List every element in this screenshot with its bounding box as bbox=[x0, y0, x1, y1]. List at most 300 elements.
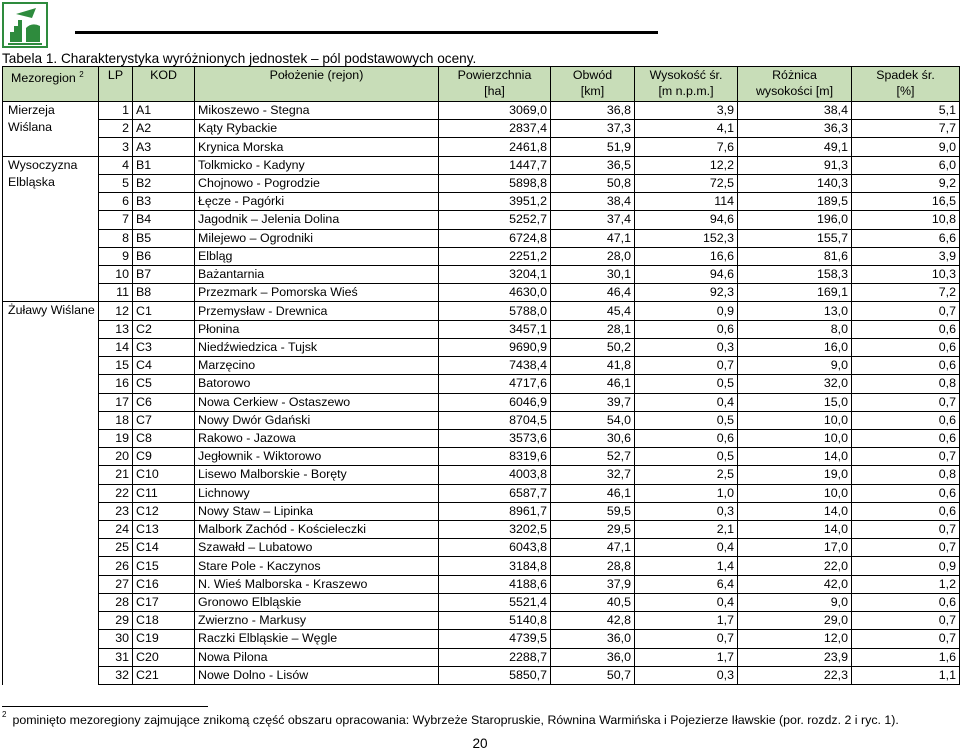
cell-roznica: 17,0 bbox=[738, 539, 852, 557]
cell-polozenie: Bażantarnia bbox=[195, 265, 439, 283]
cell-kod: A1 bbox=[133, 102, 195, 120]
cell-lp: 21 bbox=[99, 466, 133, 484]
cell-lp: 16 bbox=[99, 375, 133, 393]
cell-kod: C3 bbox=[133, 338, 195, 356]
cell-lp: 1 bbox=[99, 102, 133, 120]
cell-spadek: 0,6 bbox=[852, 411, 960, 429]
cell-kod: C8 bbox=[133, 429, 195, 447]
cell-obwod: 46,1 bbox=[551, 375, 635, 393]
cell-lp: 17 bbox=[99, 393, 133, 411]
table-row bbox=[3, 557, 960, 575]
cell-wysokosc: 4,1 bbox=[635, 120, 738, 138]
table-row bbox=[3, 448, 960, 466]
cell-spadek: 0,6 bbox=[852, 502, 960, 520]
cell-powierzchnia: 3573,6 bbox=[439, 429, 551, 447]
cell-powierzchnia: 4003,8 bbox=[439, 466, 551, 484]
cell-roznica: 19,0 bbox=[738, 466, 852, 484]
table-row bbox=[3, 102, 960, 120]
cell-powierzchnia: 4739,5 bbox=[439, 630, 551, 648]
table-row bbox=[3, 211, 960, 229]
cell-obwod: 28,0 bbox=[551, 247, 635, 265]
cell-kod: C14 bbox=[133, 539, 195, 557]
cell-wysokosc: 0,3 bbox=[635, 666, 738, 684]
cell-roznica: 22,3 bbox=[738, 666, 852, 684]
cell-lp: 25 bbox=[99, 539, 133, 557]
cell-obwod: 47,1 bbox=[551, 539, 635, 557]
cell-roznica: 140,3 bbox=[738, 174, 852, 192]
cell-powierzchnia: 3951,2 bbox=[439, 193, 551, 211]
cell-spadek: 0,6 bbox=[852, 338, 960, 356]
cell-polozenie: Milejewo – Ogrodniki bbox=[195, 229, 439, 247]
cell-polozenie: Batorowo bbox=[195, 375, 439, 393]
cell-kod: C21 bbox=[133, 666, 195, 684]
cell-roznica: 155,7 bbox=[738, 229, 852, 247]
cell-polozenie: Malbork Zachód - Kościeleczki bbox=[195, 521, 439, 539]
cell-spadek: 10,3 bbox=[852, 265, 960, 283]
cell-roznica: 9,0 bbox=[738, 357, 852, 375]
cell-powierzchnia: 3184,8 bbox=[439, 557, 551, 575]
cell-wysokosc: 0,5 bbox=[635, 448, 738, 466]
cell-spadek: 6,0 bbox=[852, 156, 960, 174]
page-number: 20 bbox=[472, 736, 488, 751]
cell-spadek: 0,6 bbox=[852, 593, 960, 611]
cell-obwod: 32,7 bbox=[551, 466, 635, 484]
table-caption: Tabela 1. Charakterystyka wyróżnionych jednostek – pól podstawowych oceny. bbox=[2, 51, 477, 66]
cell-roznica: 91,3 bbox=[738, 156, 852, 174]
cell-roznica: 32,0 bbox=[738, 375, 852, 393]
cell-obwod: 37,9 bbox=[551, 575, 635, 593]
cell-spadek: 0,7 bbox=[852, 302, 960, 320]
cell-wysokosc: 1,0 bbox=[635, 484, 738, 502]
cell-roznica: 8,0 bbox=[738, 320, 852, 338]
table-row bbox=[3, 539, 960, 557]
cell-obwod: 40,5 bbox=[551, 593, 635, 611]
cell-powierzchnia: 5850,7 bbox=[439, 666, 551, 684]
cell-roznica: 42,0 bbox=[738, 575, 852, 593]
cell-kod: C17 bbox=[133, 593, 195, 611]
cell-lp: 7 bbox=[99, 211, 133, 229]
cell-lp: 8 bbox=[99, 229, 133, 247]
cell-spadek: 0,8 bbox=[852, 375, 960, 393]
cell-spadek: 0,7 bbox=[852, 612, 960, 630]
cell-roznica: 29,0 bbox=[738, 612, 852, 630]
cell-obwod: 41,8 bbox=[551, 357, 635, 375]
cell-polozenie: Elbląg bbox=[195, 247, 439, 265]
cell-powierzchnia: 8319,6 bbox=[439, 448, 551, 466]
cell-obwod: 54,0 bbox=[551, 411, 635, 429]
cell-powierzchnia: 6724,8 bbox=[439, 229, 551, 247]
cell-polozenie: Zwierzno - Markusy bbox=[195, 612, 439, 630]
cell-polozenie: Przemysław - Drewnica bbox=[195, 302, 439, 320]
cell-powierzchnia: 4717,6 bbox=[439, 375, 551, 393]
cell-polozenie: Szawałd – Lubatowo bbox=[195, 539, 439, 557]
cell-polozenie: Nowa Pilona bbox=[195, 648, 439, 666]
cell-roznica: 196,0 bbox=[738, 211, 852, 229]
cell-powierzchnia: 4630,0 bbox=[439, 284, 551, 302]
cell-wysokosc: 0,3 bbox=[635, 338, 738, 356]
cell-kod: A2 bbox=[133, 120, 195, 138]
header-kod: KOD bbox=[133, 67, 195, 102]
cell-obwod: 28,1 bbox=[551, 320, 635, 338]
cell-wysokosc: 1,7 bbox=[635, 612, 738, 630]
cell-powierzchnia: 5140,8 bbox=[439, 612, 551, 630]
cell-lp: 12 bbox=[99, 302, 133, 320]
cell-powierzchnia: 2288,7 bbox=[439, 648, 551, 666]
cell-powierzchnia: 6043,8 bbox=[439, 539, 551, 557]
cell-kod: C19 bbox=[133, 630, 195, 648]
cell-powierzchnia: 5898,8 bbox=[439, 174, 551, 192]
cell-powierzchnia: 3204,1 bbox=[439, 265, 551, 283]
cell-kod: C16 bbox=[133, 575, 195, 593]
cell-polozenie: N. Wieś Malborska - Kraszewo bbox=[195, 575, 439, 593]
cell-wysokosc: 0,9 bbox=[635, 302, 738, 320]
cell-polozenie: Lichnowy bbox=[195, 484, 439, 502]
cell-kod: C1 bbox=[133, 302, 195, 320]
cell-wysokosc: 16,6 bbox=[635, 247, 738, 265]
cell-spadek: 0,7 bbox=[852, 521, 960, 539]
table-row bbox=[3, 575, 960, 593]
cell-lp: 13 bbox=[99, 320, 133, 338]
cell-roznica: 36,3 bbox=[738, 120, 852, 138]
cell-obwod: 50,2 bbox=[551, 338, 635, 356]
cell-roznica: 10,0 bbox=[738, 411, 852, 429]
cell-powierzchnia: 2251,2 bbox=[439, 247, 551, 265]
footnote: $^2$ pominięto mezoregiony zajmujące znikomą część obszaru opracowania: Wybrzeże Staropruskie, Równina Warmińska i Pojezierze Iławskie (por. rozdz. 2 i ryc. 1). bbox=[2, 710, 899, 728]
cell-spadek: 1,6 bbox=[852, 648, 960, 666]
cell-polozenie: Jegłownik - Wiktorowo bbox=[195, 448, 439, 466]
cell-roznica: 169,1 bbox=[738, 284, 852, 302]
cell-roznica: 15,0 bbox=[738, 393, 852, 411]
cell-wysokosc: 1,7 bbox=[635, 648, 738, 666]
table-row bbox=[3, 375, 960, 393]
table-row bbox=[3, 648, 960, 666]
cell-wysokosc: 7,6 bbox=[635, 138, 738, 156]
cell-polozenie: Nowe Dolno - Lisów bbox=[195, 666, 439, 684]
cell-powierzchnia: 5788,0 bbox=[439, 302, 551, 320]
cell-spadek: 0,6 bbox=[852, 320, 960, 338]
cell-wysokosc: 152,3 bbox=[635, 229, 738, 247]
table-row bbox=[3, 593, 960, 611]
table-row bbox=[3, 612, 960, 630]
cell-obwod: 45,4 bbox=[551, 302, 635, 320]
cell-kod: B2 bbox=[133, 174, 195, 192]
cell-kod: C10 bbox=[133, 466, 195, 484]
table-row bbox=[3, 630, 960, 648]
cell-obwod: 52,7 bbox=[551, 448, 635, 466]
cell-obwod: 36,0 bbox=[551, 648, 635, 666]
cell-lp: 9 bbox=[99, 247, 133, 265]
cell-obwod: 47,1 bbox=[551, 229, 635, 247]
cell-kod: B6 bbox=[133, 247, 195, 265]
mezoregion-cell: Wysoczyzna Elbląska bbox=[3, 156, 99, 302]
cell-kod: A3 bbox=[133, 138, 195, 156]
cell-powierzchnia: 8704,5 bbox=[439, 411, 551, 429]
cell-spadek: 0,6 bbox=[852, 484, 960, 502]
table-row bbox=[3, 302, 960, 320]
cell-kod: C12 bbox=[133, 502, 195, 520]
cell-lp: 10 bbox=[99, 265, 133, 283]
cell-wysokosc: 94,6 bbox=[635, 265, 738, 283]
cell-kod: C11 bbox=[133, 484, 195, 502]
cell-spadek: 0,7 bbox=[852, 448, 960, 466]
cell-roznica: 13,0 bbox=[738, 302, 852, 320]
cell-kod: C6 bbox=[133, 393, 195, 411]
cell-roznica: 81,6 bbox=[738, 247, 852, 265]
table-row bbox=[3, 247, 960, 265]
cell-wysokosc: 0,7 bbox=[635, 357, 738, 375]
cell-wysokosc: 92,3 bbox=[635, 284, 738, 302]
cell-kod: C13 bbox=[133, 521, 195, 539]
cell-kod: C20 bbox=[133, 648, 195, 666]
cell-powierzchnia: 9690,9 bbox=[439, 338, 551, 356]
cell-kod: C7 bbox=[133, 411, 195, 429]
cell-polozenie: Krynica Morska bbox=[195, 138, 439, 156]
table-row bbox=[3, 502, 960, 520]
cell-polozenie: Kąty Rybackie bbox=[195, 120, 439, 138]
cell-polozenie: Niedźwiedzica - Tujsk bbox=[195, 338, 439, 356]
cell-polozenie: Przezmark – Pomorska Wieś bbox=[195, 284, 439, 302]
cell-powierzchnia: 5252,7 bbox=[439, 211, 551, 229]
cell-kod: C9 bbox=[133, 448, 195, 466]
table-row bbox=[3, 338, 960, 356]
cell-obwod: 50,7 bbox=[551, 666, 635, 684]
cell-obwod: 29,5 bbox=[551, 521, 635, 539]
cell-lp: 18 bbox=[99, 411, 133, 429]
cell-kod: C4 bbox=[133, 357, 195, 375]
cell-wysokosc: 6,4 bbox=[635, 575, 738, 593]
cell-roznica: 38,4 bbox=[738, 102, 852, 120]
cell-roznica: 189,5 bbox=[738, 193, 852, 211]
table-row bbox=[3, 484, 960, 502]
cell-polozenie: Tolkmicko - Kadyny bbox=[195, 156, 439, 174]
cell-lp: 2 bbox=[99, 120, 133, 138]
cell-wysokosc: 0,4 bbox=[635, 539, 738, 557]
cell-lp: 30 bbox=[99, 630, 133, 648]
cell-obwod: 28,8 bbox=[551, 557, 635, 575]
header-wysokosc: Wysokość śr. [m n.p.m.] bbox=[635, 67, 738, 102]
cell-lp: 24 bbox=[99, 521, 133, 539]
cell-wysokosc: 72,5 bbox=[635, 174, 738, 192]
cell-obwod: 30,6 bbox=[551, 429, 635, 447]
cell-wysokosc: 0,7 bbox=[635, 630, 738, 648]
table-row bbox=[3, 229, 960, 247]
cell-powierzchnia: 3457,1 bbox=[439, 320, 551, 338]
table-row bbox=[3, 156, 960, 174]
table-row bbox=[3, 411, 960, 429]
cell-powierzchnia: 6046,9 bbox=[439, 393, 551, 411]
cell-obwod: 46,1 bbox=[551, 484, 635, 502]
cell-spadek: 3,9 bbox=[852, 247, 960, 265]
cell-powierzchnia: 3069,0 bbox=[439, 102, 551, 120]
cell-lp: 29 bbox=[99, 612, 133, 630]
table-header-row bbox=[3, 67, 960, 102]
header-roznica: Różnica wysokości [m] bbox=[738, 67, 852, 102]
table-row bbox=[3, 666, 960, 684]
table-row bbox=[3, 393, 960, 411]
cell-spadek: 6,6 bbox=[852, 229, 960, 247]
top-rule bbox=[75, 31, 658, 34]
cell-lp: 4 bbox=[99, 156, 133, 174]
cell-spadek: 16,5 bbox=[852, 193, 960, 211]
cell-polozenie: Nowy Dwór Gdański bbox=[195, 411, 439, 429]
cell-obwod: 42,8 bbox=[551, 612, 635, 630]
cell-kod: B7 bbox=[133, 265, 195, 283]
cell-wysokosc: 2,5 bbox=[635, 466, 738, 484]
cell-obwod: 38,4 bbox=[551, 193, 635, 211]
cell-roznica: 22,0 bbox=[738, 557, 852, 575]
header-mezoregion: Mezoregion $^2$ bbox=[3, 67, 99, 102]
cell-roznica: 158,3 bbox=[738, 265, 852, 283]
cell-powierzchnia: 2461,8 bbox=[439, 138, 551, 156]
cell-powierzchnia: 1447,7 bbox=[439, 156, 551, 174]
cell-kod: C2 bbox=[133, 320, 195, 338]
logo-icon bbox=[2, 2, 48, 48]
cell-wysokosc: 94,6 bbox=[635, 211, 738, 229]
mezoregion-cell: Żuławy Wiślane bbox=[3, 302, 99, 685]
cell-powierzchnia: 2837,4 bbox=[439, 120, 551, 138]
cell-lp: 26 bbox=[99, 557, 133, 575]
data-table bbox=[2, 66, 960, 685]
cell-spadek: 7,2 bbox=[852, 284, 960, 302]
cell-roznica: 14,0 bbox=[738, 502, 852, 520]
header-spadek: Spadek śr. [%] bbox=[852, 67, 960, 102]
cell-lp: 31 bbox=[99, 648, 133, 666]
header-polozenie: Położenie (rejon) bbox=[195, 67, 439, 102]
cell-polozenie: Rakowo - Jazowa bbox=[195, 429, 439, 447]
cell-spadek: 0,6 bbox=[852, 357, 960, 375]
cell-roznica: 10,0 bbox=[738, 429, 852, 447]
cell-powierzchnia: 8961,7 bbox=[439, 502, 551, 520]
cell-wysokosc: 3,9 bbox=[635, 102, 738, 120]
cell-obwod: 37,4 bbox=[551, 211, 635, 229]
header-lp: LP bbox=[99, 67, 133, 102]
cell-kod: C18 bbox=[133, 612, 195, 630]
table-row bbox=[3, 284, 960, 302]
cell-spadek: 9,2 bbox=[852, 174, 960, 192]
cell-spadek: 9,0 bbox=[852, 138, 960, 156]
cell-polozenie: Jagodnik – Jelenia Dolina bbox=[195, 211, 439, 229]
cell-obwod: 30,1 bbox=[551, 265, 635, 283]
cell-spadek: 0,7 bbox=[852, 630, 960, 648]
cell-lp: 27 bbox=[99, 575, 133, 593]
cell-kod: B5 bbox=[133, 229, 195, 247]
cell-polozenie: Mikoszewo - Stegna bbox=[195, 102, 439, 120]
cell-roznica: 49,1 bbox=[738, 138, 852, 156]
cell-powierzchnia: 3202,5 bbox=[439, 521, 551, 539]
cell-powierzchnia: 4188,6 bbox=[439, 575, 551, 593]
table-row bbox=[3, 193, 960, 211]
cell-lp: 14 bbox=[99, 338, 133, 356]
cell-kod: C15 bbox=[133, 557, 195, 575]
cell-roznica: 23,9 bbox=[738, 648, 852, 666]
cell-wysokosc: 0,3 bbox=[635, 502, 738, 520]
cell-roznica: 14,0 bbox=[738, 448, 852, 466]
cell-polozenie: Stare Pole - Kaczynos bbox=[195, 557, 439, 575]
cell-kod: C5 bbox=[133, 375, 195, 393]
cell-wysokosc: 0,6 bbox=[635, 320, 738, 338]
cell-polozenie: Lisewo Malborskie - Boręty bbox=[195, 466, 439, 484]
cell-kod: B8 bbox=[133, 284, 195, 302]
cell-lp: 11 bbox=[99, 284, 133, 302]
cell-lp: 32 bbox=[99, 666, 133, 684]
table-row bbox=[3, 120, 960, 138]
table-row bbox=[3, 320, 960, 338]
cell-roznica: 10,0 bbox=[738, 484, 852, 502]
cell-kod: B4 bbox=[133, 211, 195, 229]
cell-roznica: 9,0 bbox=[738, 593, 852, 611]
cell-powierzchnia: 6587,7 bbox=[439, 484, 551, 502]
cell-polozenie: Marzęcino bbox=[195, 357, 439, 375]
cell-spadek: 0,8 bbox=[852, 466, 960, 484]
table-row bbox=[3, 174, 960, 192]
cell-spadek: 0,6 bbox=[852, 429, 960, 447]
cell-obwod: 59,5 bbox=[551, 502, 635, 520]
cell-lp: 6 bbox=[99, 193, 133, 211]
cell-polozenie: Gronowo Elbląskie bbox=[195, 593, 439, 611]
cell-wysokosc: 12,2 bbox=[635, 156, 738, 174]
cell-wysokosc: 0,6 bbox=[635, 429, 738, 447]
mezoregion-cell: Mierzeja Wiślana bbox=[3, 102, 99, 157]
cell-wysokosc: 0,5 bbox=[635, 411, 738, 429]
cell-spadek: 0,9 bbox=[852, 557, 960, 575]
cell-obwod: 37,3 bbox=[551, 120, 635, 138]
table-row bbox=[3, 357, 960, 375]
cell-spadek: 0,7 bbox=[852, 539, 960, 557]
header-powierzchnia: Powierzchnia [ha] bbox=[439, 67, 551, 102]
cell-polozenie: Łęcze - Pagórki bbox=[195, 193, 439, 211]
cell-obwod: 36,0 bbox=[551, 630, 635, 648]
cell-lp: 19 bbox=[99, 429, 133, 447]
cell-roznica: 14,0 bbox=[738, 521, 852, 539]
cell-obwod: 36,8 bbox=[551, 102, 635, 120]
cell-spadek: 7,7 bbox=[852, 120, 960, 138]
cell-obwod: 39,7 bbox=[551, 393, 635, 411]
cell-polozenie: Płonina bbox=[195, 320, 439, 338]
cell-wysokosc: 114 bbox=[635, 193, 738, 211]
cell-lp: 28 bbox=[99, 593, 133, 611]
cell-polozenie: Chojnowo - Pogrodzie bbox=[195, 174, 439, 192]
cell-obwod: 46,4 bbox=[551, 284, 635, 302]
cell-lp: 20 bbox=[99, 448, 133, 466]
table-row bbox=[3, 521, 960, 539]
cell-spadek: 1,1 bbox=[852, 666, 960, 684]
cell-wysokosc: 0,4 bbox=[635, 393, 738, 411]
cell-lp: 3 bbox=[99, 138, 133, 156]
cell-lp: 15 bbox=[99, 357, 133, 375]
table-row bbox=[3, 429, 960, 447]
cell-powierzchnia: 5521,4 bbox=[439, 593, 551, 611]
cell-powierzchnia: 7438,4 bbox=[439, 357, 551, 375]
cell-wysokosc: 0,4 bbox=[635, 593, 738, 611]
table-row bbox=[3, 138, 960, 156]
cell-roznica: 12,0 bbox=[738, 630, 852, 648]
cell-polozenie: Nowy Staw – Lipinka bbox=[195, 502, 439, 520]
cell-obwod: 36,5 bbox=[551, 156, 635, 174]
cell-roznica: 16,0 bbox=[738, 338, 852, 356]
cell-lp: 22 bbox=[99, 484, 133, 502]
cell-spadek: 1,2 bbox=[852, 575, 960, 593]
cell-polozenie: Raczki Elbląskie – Węgle bbox=[195, 630, 439, 648]
cell-wysokosc: 1,4 bbox=[635, 557, 738, 575]
cell-lp: 5 bbox=[99, 174, 133, 192]
cell-kod: B1 bbox=[133, 156, 195, 174]
table-row bbox=[3, 265, 960, 283]
cell-wysokosc: 2,1 bbox=[635, 521, 738, 539]
header-obwod: Obwód [km] bbox=[551, 67, 635, 102]
cell-spadek: 10,8 bbox=[852, 211, 960, 229]
cell-obwod: 50,8 bbox=[551, 174, 635, 192]
cell-polozenie: Nowa Cerkiew - Ostaszewo bbox=[195, 393, 439, 411]
